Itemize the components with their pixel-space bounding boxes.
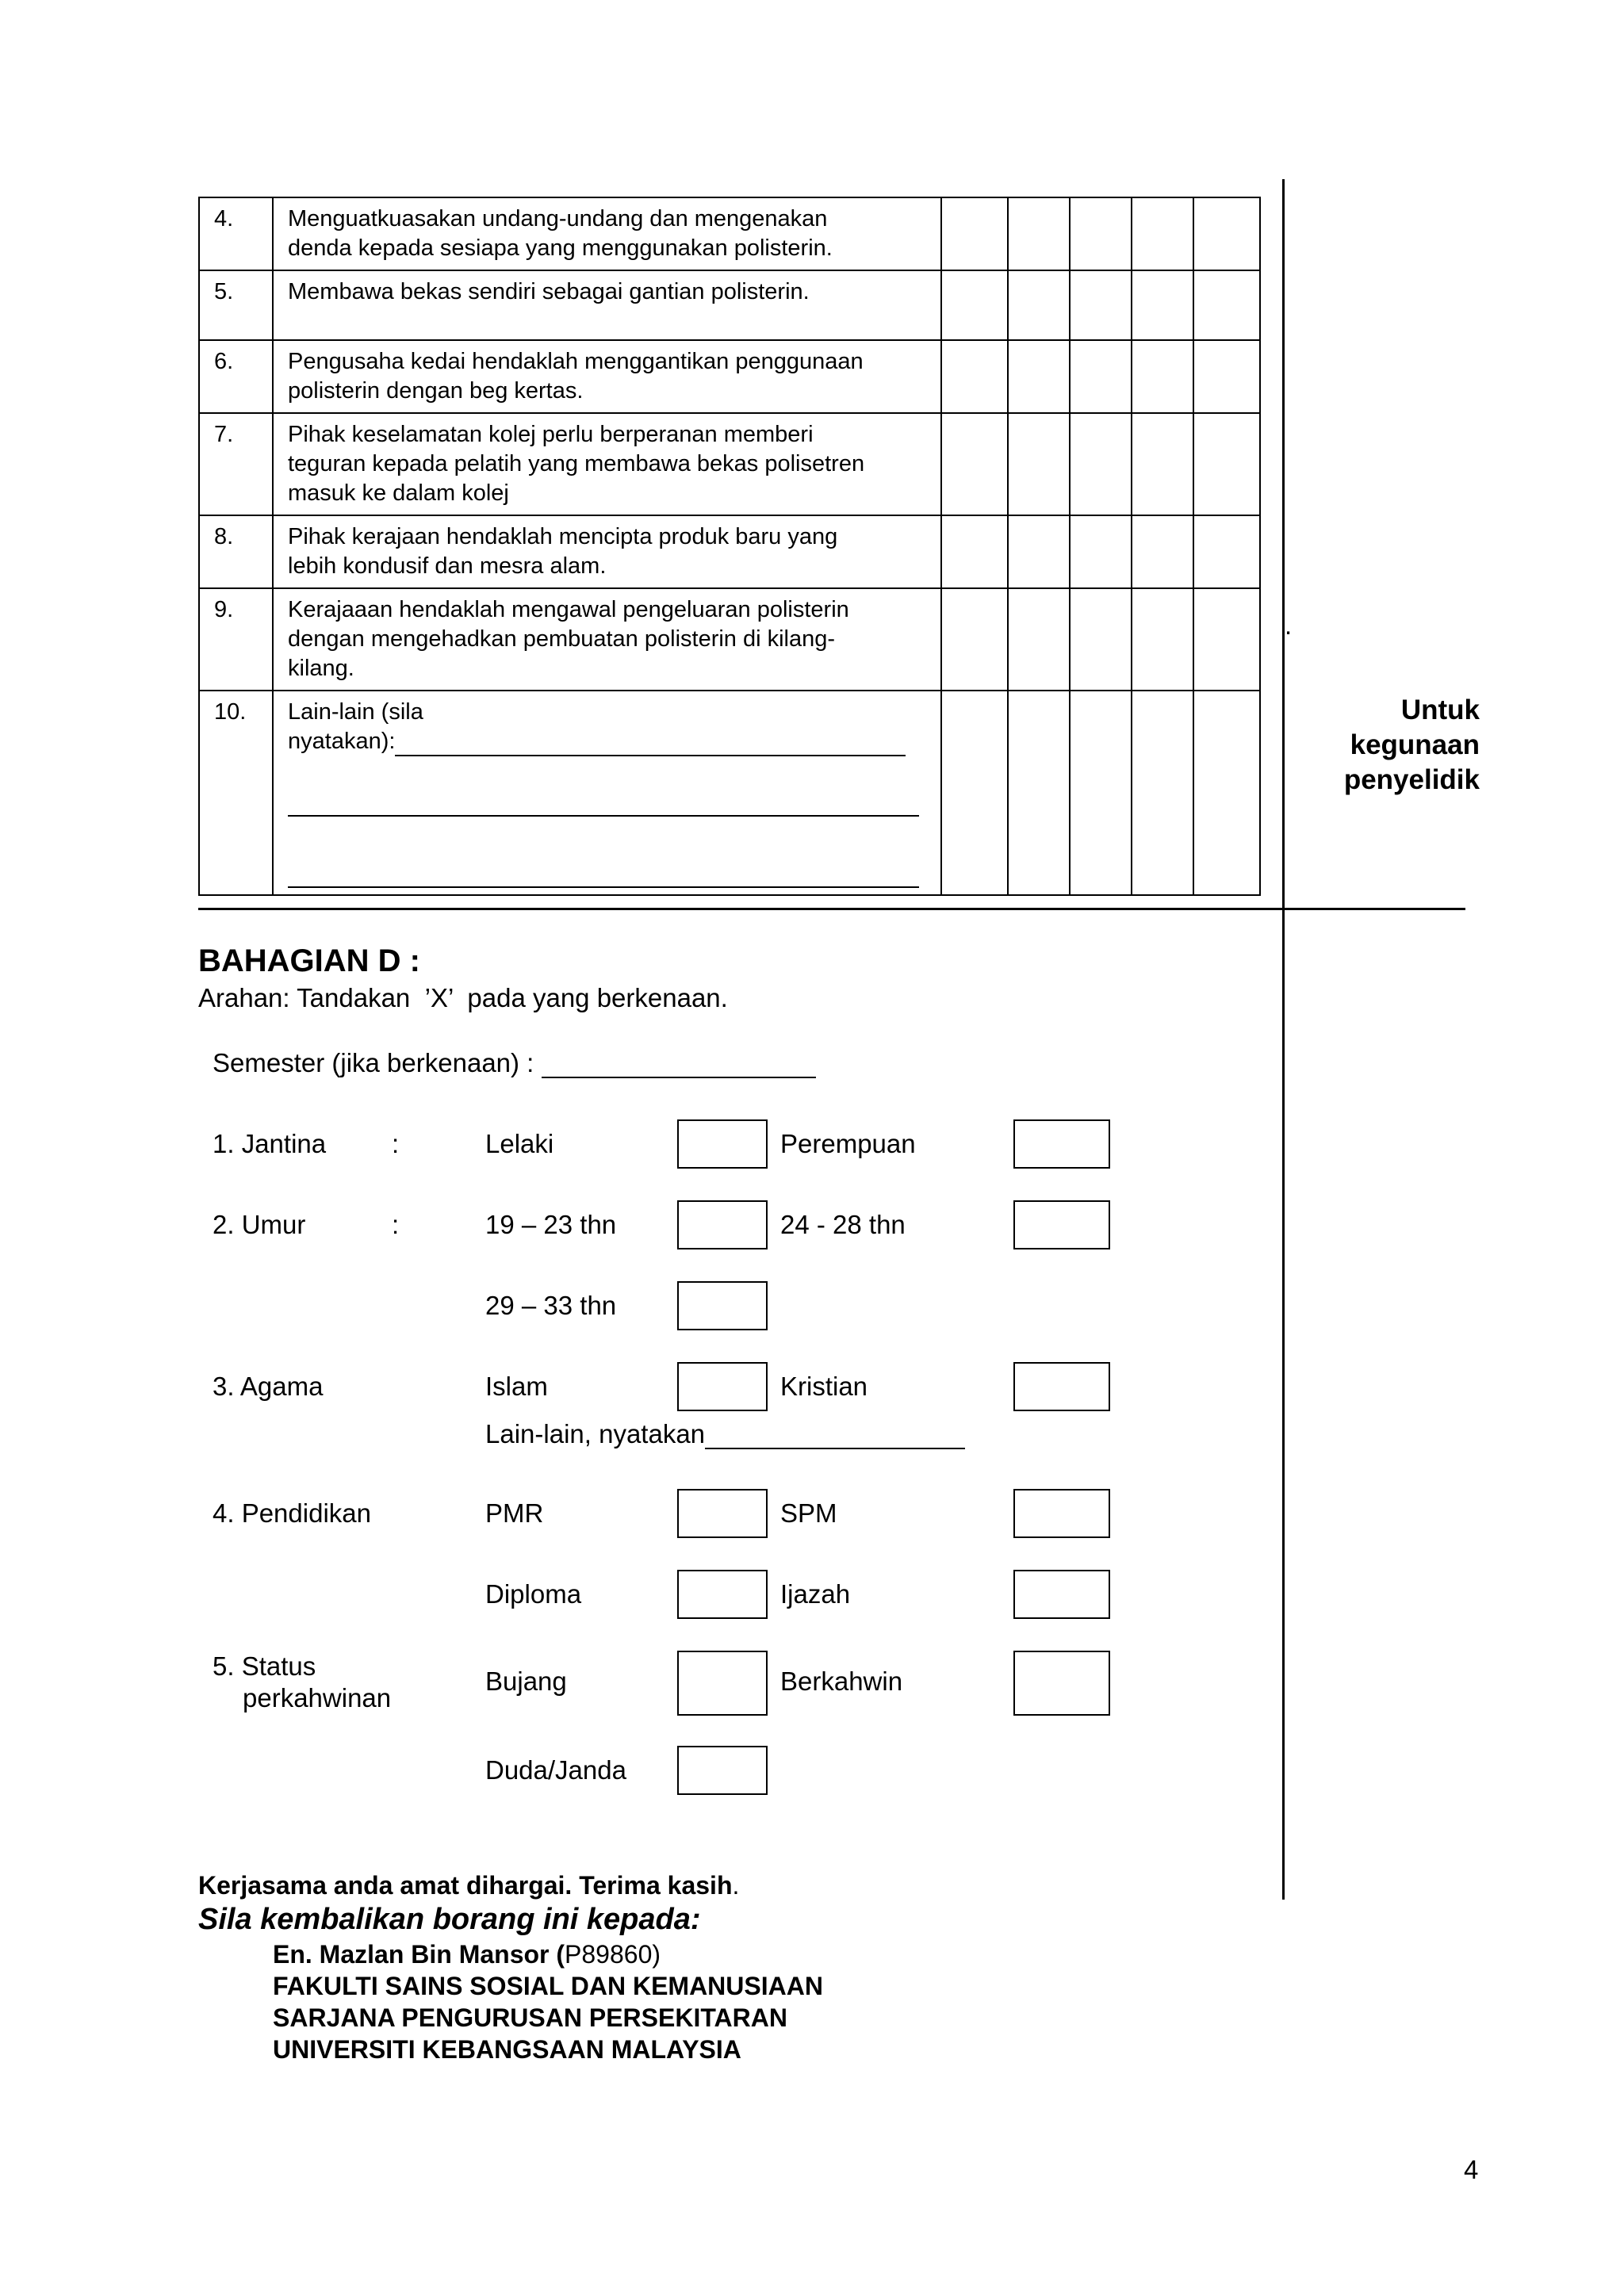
item-number: 9. <box>199 588 273 691</box>
rating-cell[interactable] <box>941 340 1008 413</box>
q2-colon: : <box>392 1210 400 1239</box>
rating-cell[interactable] <box>941 270 1008 340</box>
rating-cell[interactable] <box>941 588 1008 691</box>
item-statement <box>273 197 941 270</box>
item-statement <box>273 588 941 691</box>
q2-option-checkbox[interactable] <box>677 1200 768 1249</box>
statement-line: Pengusaha kedai hendaklah menggantikan penggunaan <box>288 349 864 374</box>
statement-line: kilang. <box>288 656 354 681</box>
statement-line: Pihak kerajaan hendaklah mencipta produk baru yang <box>288 524 838 549</box>
rating-cell[interactable] <box>1070 340 1132 413</box>
q5-option-checkbox[interactable] <box>1013 1651 1110 1716</box>
page-number: 4 <box>1464 2155 1479 2184</box>
rating-cell[interactable] <box>1008 413 1070 515</box>
table-row <box>199 588 1260 691</box>
q3-other: Lain-lain, nyatakan <box>485 1419 965 1449</box>
thanks-text: Kerjasama anda amat dihargai. Terima kasih. <box>198 1871 740 1900</box>
q1-colon: : <box>392 1129 400 1158</box>
researcher-use-line: penyelidik <box>1343 764 1480 795</box>
q4-option-label: Diploma <box>485 1579 582 1609</box>
other-input-line[interactable] <box>288 813 919 817</box>
item-statement <box>273 691 941 895</box>
statement-line: polisterin dengan beg kertas. <box>288 378 584 404</box>
q2-option-checkbox[interactable] <box>1013 1200 1110 1249</box>
rating-cell[interactable] <box>1070 691 1132 895</box>
rating-cell[interactable] <box>1008 197 1070 270</box>
item-number: 8. <box>199 515 273 588</box>
item-number: 10. <box>199 691 273 895</box>
statement-line: Lain-lain (sila <box>288 699 423 725</box>
rating-cell[interactable] <box>1193 197 1260 270</box>
researcher-use-label <box>1300 693 1480 798</box>
q1-label: 1. Jantina <box>213 1129 327 1158</box>
table-row <box>199 197 1260 270</box>
item-statement <box>273 270 941 340</box>
rating-cell[interactable] <box>1132 413 1193 515</box>
researcher-use-line: Untuk <box>1400 695 1480 725</box>
q5-label: 5. Status perkahwinan <box>213 1651 392 1712</box>
rating-cell[interactable] <box>1132 691 1193 895</box>
table-row <box>199 515 1260 588</box>
rating-cell[interactable] <box>1193 588 1260 691</box>
item-number: 6. <box>199 340 273 413</box>
q4-option-checkbox[interactable] <box>677 1570 768 1619</box>
rating-cell[interactable] <box>1132 270 1193 340</box>
rating-cell[interactable] <box>1132 588 1193 691</box>
rating-cell[interactable] <box>1070 270 1132 340</box>
q3-option-checkbox[interactable] <box>1013 1362 1110 1411</box>
item-number: 7. <box>199 413 273 515</box>
rating-cell[interactable] <box>1070 588 1132 691</box>
rating-cell[interactable] <box>1193 270 1260 340</box>
rating-cell[interactable] <box>1193 691 1260 895</box>
section-divider-horizontal <box>198 908 1465 910</box>
table-row <box>199 340 1260 413</box>
q4-option-label: SPM <box>780 1498 837 1528</box>
q5-option-checkbox[interactable] <box>677 1651 768 1716</box>
q5-option-label: Duda/Janda <box>485 1755 626 1785</box>
q4-option-checkbox[interactable] <box>677 1489 768 1538</box>
rating-cell[interactable] <box>1193 515 1260 588</box>
rating-cell[interactable] <box>1193 413 1260 515</box>
q4-option-checkbox[interactable] <box>1013 1489 1110 1538</box>
q3-option-label: Kristian <box>780 1372 868 1401</box>
statement-line: masuk ke dalam kolej <box>288 480 509 506</box>
statement-line: dengan mengehadkan pembuatan polisterin di kilang- <box>288 626 836 652</box>
q2-option-label: 29 – 33 thn <box>485 1291 617 1320</box>
item-number: 5. <box>199 270 273 340</box>
sidebar-divider-vertical <box>1282 179 1285 1900</box>
rating-cell[interactable] <box>1070 413 1132 515</box>
q5-option-label: Berkahwin <box>780 1667 903 1696</box>
q1-option-checkbox[interactable] <box>1013 1119 1110 1169</box>
q4-option-checkbox[interactable] <box>1013 1570 1110 1619</box>
q3-option-label: Islam <box>485 1372 548 1401</box>
rating-cell[interactable] <box>941 515 1008 588</box>
q1-option-label: Lelaki <box>485 1129 554 1158</box>
return-contact-name: En. Mazlan Bin Mansor (P89860) <box>273 1940 661 1969</box>
statement-line: teguran kepada pelatih yang membawa bekas polisetren <box>288 451 865 476</box>
statement-line: Kerajaaan hendaklah mengawal pengeluaran polisterin <box>288 597 849 622</box>
table-row <box>199 691 1260 895</box>
section-d-title: BAHAGIAN D : <box>198 943 420 978</box>
q2-option-checkbox[interactable] <box>677 1281 768 1330</box>
statement-line: nyatakan): <box>288 727 926 756</box>
q5-option-label: Bujang <box>485 1667 567 1696</box>
rating-cell[interactable] <box>941 197 1008 270</box>
statement-line: Pihak keselamatan kolej perlu berperanan memberi <box>288 422 814 447</box>
q5-option-checkbox[interactable] <box>677 1746 768 1795</box>
item-number: 4. <box>199 197 273 270</box>
return-address-line: FAKULTI SAINS SOSIAL DAN KEMANUSIAAN <box>273 1972 823 2000</box>
return-to-text: Sila kembalikan borang ini kepada: <box>198 1903 701 1936</box>
statement-line: Menguatkuasakan undang-undang dan mengenakan <box>288 206 828 232</box>
q2-label: 2. Umur <box>213 1210 306 1239</box>
rating-cell[interactable] <box>1008 270 1070 340</box>
return-address-line: UNIVERSITI KEBANGSAAN MALAYSIA <box>273 2035 741 2064</box>
rating-cell[interactable] <box>1070 515 1132 588</box>
statement-line: lebih kondusif dan mesra alam. <box>288 553 607 579</box>
item-statement <box>273 413 941 515</box>
section-d-instruction: Arahan: Tandakan ’X’ pada yang berkenaan. <box>198 983 728 1012</box>
rating-cell[interactable] <box>1008 515 1070 588</box>
rating-cell[interactable] <box>1132 515 1193 588</box>
q4-option-label: PMR <box>485 1498 544 1528</box>
q2-option-label: 24 - 28 thn <box>780 1210 906 1239</box>
return-address <box>273 1938 823 2065</box>
semester-input-line[interactable] <box>542 1053 816 1078</box>
q3-label: 3. Agama <box>213 1372 324 1401</box>
rating-cell[interactable] <box>1070 197 1132 270</box>
statement-line: denda kepada sesiapa yang menggunakan polisterin. <box>288 235 833 261</box>
q1-option-checkbox[interactable] <box>677 1119 768 1169</box>
table-row <box>199 270 1260 340</box>
q4-label: 4. Pendidikan <box>213 1498 371 1528</box>
rating-cell[interactable] <box>941 691 1008 895</box>
sidebar-dot: . <box>1285 610 1293 640</box>
statement-line: Membawa bekas sendiri sebagai gantian polisterin. <box>288 279 810 304</box>
table-row <box>199 413 1260 515</box>
q2-option-label: 19 – 23 thn <box>485 1210 617 1239</box>
q3-option-checkbox[interactable] <box>677 1362 768 1411</box>
rating-cell[interactable] <box>941 413 1008 515</box>
other-input-line[interactable] <box>288 885 919 888</box>
rating-cell[interactable] <box>1008 588 1070 691</box>
rating-cell[interactable] <box>1132 340 1193 413</box>
rating-cell[interactable] <box>1132 197 1193 270</box>
q1-option-label: Perempuan <box>780 1129 916 1158</box>
survey-table <box>198 197 1261 896</box>
researcher-use-line: kegunaan <box>1350 729 1480 760</box>
other-input-line[interactable] <box>395 731 906 756</box>
q3-other-input-line[interactable] <box>705 1424 965 1449</box>
semester-label: Semester (jika berkenaan) : <box>213 1048 816 1078</box>
item-statement <box>273 515 941 588</box>
rating-cell[interactable] <box>1193 340 1260 413</box>
rating-cell[interactable] <box>1008 340 1070 413</box>
q4-option-label: Ijazah <box>780 1579 851 1609</box>
return-address-line: SARJANA PENGURUSAN PERSEKITARAN <box>273 2003 787 2032</box>
item-statement <box>273 340 941 413</box>
rating-cell[interactable] <box>1008 691 1070 895</box>
